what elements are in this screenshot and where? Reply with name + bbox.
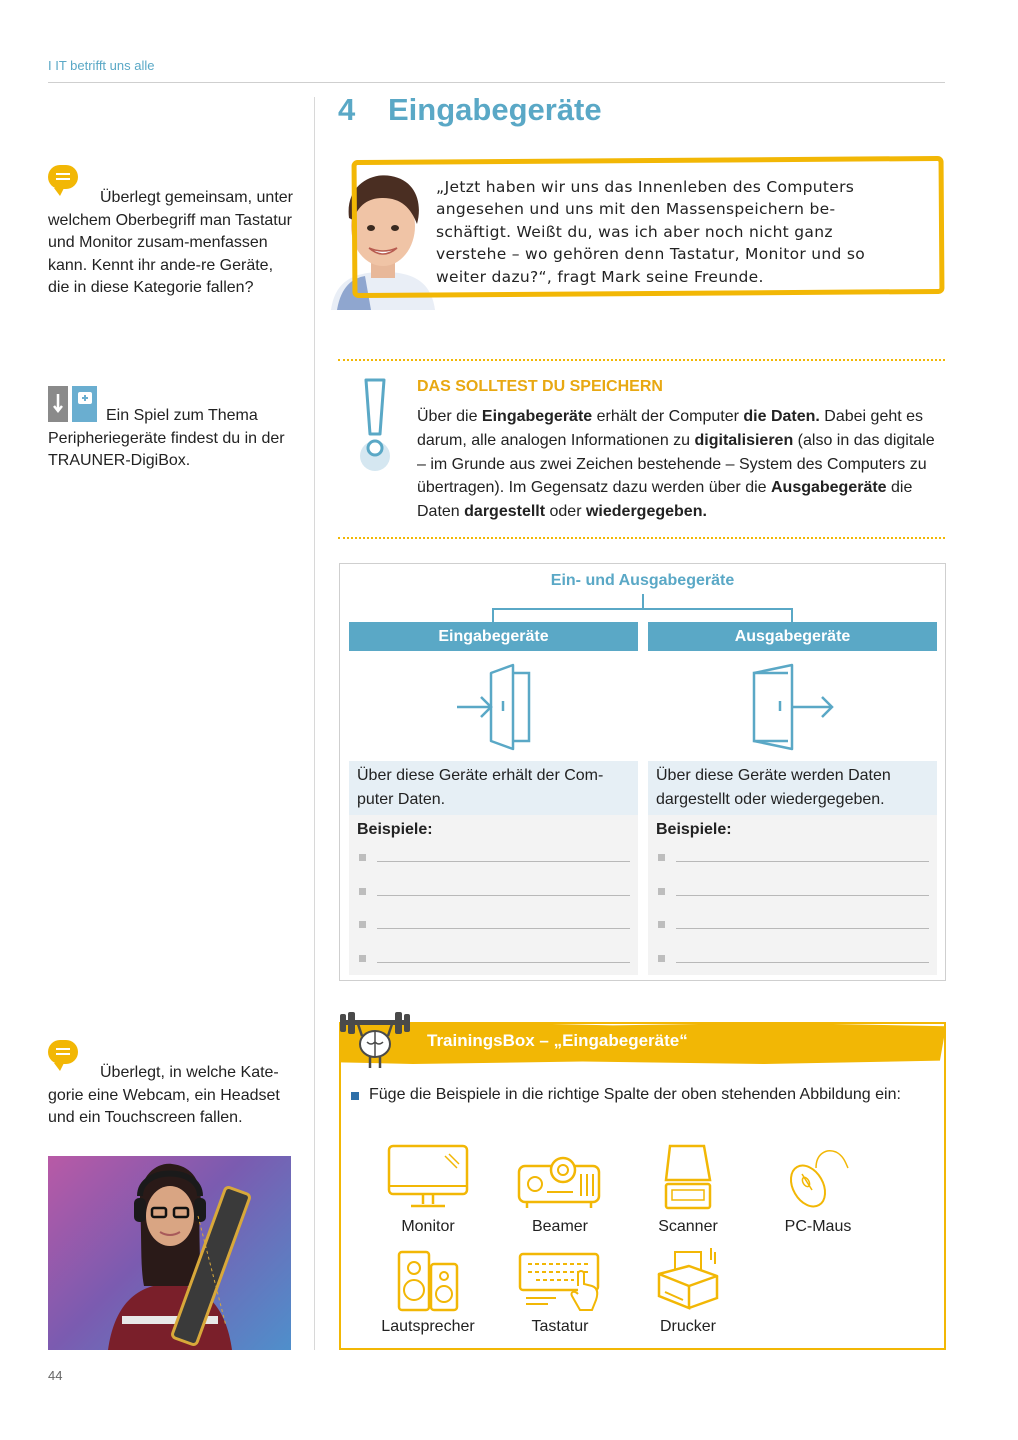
output-examples-label: Beispiele: bbox=[656, 821, 732, 838]
input-description: Über diese Geräte erhält der Com-puter Daten. bbox=[349, 761, 638, 815]
device-scanner bbox=[628, 1144, 748, 1236]
device-monitor bbox=[368, 1144, 488, 1236]
device-label: Tastatur bbox=[531, 1318, 589, 1335]
monitor-icon bbox=[387, 1144, 469, 1212]
answer-line[interactable] bbox=[357, 875, 630, 909]
chapter-number: 4 bbox=[338, 92, 356, 127]
device-printer bbox=[628, 1246, 748, 1336]
margin-note-text: Überlegt, in welche Kate-gorie eine Webcam, ein Headset und ein Touchscreen fallen. bbox=[48, 1064, 280, 1126]
speech-bubble-icon bbox=[48, 165, 92, 203]
answer-line[interactable] bbox=[656, 942, 929, 976]
column-divider bbox=[314, 97, 315, 1350]
printer-icon bbox=[655, 1246, 721, 1312]
gamer-girl-photo bbox=[48, 1156, 291, 1350]
exit-door-icon bbox=[648, 651, 937, 761]
digibox-icon bbox=[48, 386, 97, 422]
input-column bbox=[349, 622, 638, 975]
task-bullet bbox=[351, 1092, 359, 1100]
answer-line[interactable] bbox=[357, 841, 630, 875]
device-label: Scanner bbox=[658, 1218, 718, 1235]
margin-note-category bbox=[48, 1062, 298, 1130]
output-description: Über diese Geräte werden Daten dargestellt oder wiedergegeben. bbox=[648, 761, 937, 815]
margin-note-text: Ein Spiel zum Thema Peripheriegeräte findest du in der TRAUNER-DigiBox. bbox=[48, 407, 285, 469]
running-head: I IT betrifft uns alle bbox=[48, 58, 155, 73]
scanner-icon bbox=[660, 1144, 716, 1212]
answer-line[interactable] bbox=[357, 942, 630, 976]
io-diagram bbox=[339, 563, 946, 981]
answer-line[interactable] bbox=[656, 908, 929, 942]
diagram-title: Ein- und Ausgabegeräte bbox=[550, 572, 735, 589]
margin-note-digibox bbox=[48, 405, 298, 473]
device-label: Monitor bbox=[401, 1218, 455, 1235]
memo-text: Über die Eingabegeräte erhält der Computer die Daten. Dabei geht es darum, alle analogen Informationen zu digitalisieren (also in das digitale – im Grunde aus zwei Zeichen bestehende – System des Computers zu übertragen). Im Gegensatz dazu werden über die Ausgabegeräte die Daten dargestellt oder wiedergegeben. bbox=[417, 408, 935, 521]
device-speakers bbox=[368, 1246, 488, 1336]
input-examples-label: Beispiele: bbox=[357, 821, 433, 838]
speech-bubble-icon bbox=[48, 1040, 92, 1078]
margin-note-discussion bbox=[48, 187, 298, 300]
answer-line[interactable] bbox=[656, 875, 929, 909]
dotted-divider bbox=[338, 359, 945, 361]
input-heading: Eingabegeräte bbox=[349, 622, 638, 651]
beamer-icon bbox=[517, 1144, 603, 1212]
answer-line[interactable] bbox=[357, 908, 630, 942]
training-task: Füge die Beispiele in die richtige Spalte der oben stehenden Abbildung ein: bbox=[369, 1086, 901, 1103]
exclamation-icon bbox=[352, 378, 398, 472]
chapter-title: Eingabegeräte bbox=[388, 92, 602, 127]
device-label: PC-Maus bbox=[784, 1218, 852, 1235]
output-heading: Ausgabegeräte bbox=[648, 622, 937, 651]
device-beamer bbox=[500, 1144, 620, 1236]
quote-text: „Jetzt haben wir uns das Innenleben des Computers angesehen und uns mit den Massenspeichern be- schäftigt. Weißt du, was ich aber noch nicht ganz verstehe – wo gehören denn Tastatur, Monitor und so weiter dazu?“, fragt Mark seine Freunde. bbox=[436, 178, 866, 286]
answer-line[interactable] bbox=[656, 841, 929, 875]
brain-weights-icon bbox=[340, 1010, 410, 1072]
dotted-divider bbox=[338, 537, 945, 539]
mouse-icon bbox=[786, 1144, 850, 1212]
keyboard-icon bbox=[518, 1246, 602, 1312]
page-number: 44 bbox=[48, 1368, 63, 1383]
device-label: Beamer bbox=[531, 1218, 589, 1235]
training-title: TrainingsBox – „Eingabegeräte“ bbox=[427, 1031, 688, 1050]
speakers-icon bbox=[395, 1246, 461, 1312]
device-label: Lautsprecher bbox=[381, 1318, 475, 1335]
device-label: Drucker bbox=[659, 1318, 716, 1335]
header-rule bbox=[48, 82, 945, 83]
device-keyboard bbox=[500, 1246, 620, 1336]
chapter-heading bbox=[338, 92, 602, 128]
device-mouse bbox=[758, 1144, 878, 1236]
margin-note-text: Überlegt gemeinsam, unter welchem Oberbegriff man Tastatur und Monitor zusam-menfassen kann. Kennt ihr ande-re Geräte, die in diese Kategorie fallen? bbox=[48, 189, 293, 296]
enter-door-icon bbox=[349, 651, 638, 761]
memo-title: DAS SOLLTEST DU SPEICHERN bbox=[417, 378, 663, 395]
output-column bbox=[648, 622, 937, 975]
